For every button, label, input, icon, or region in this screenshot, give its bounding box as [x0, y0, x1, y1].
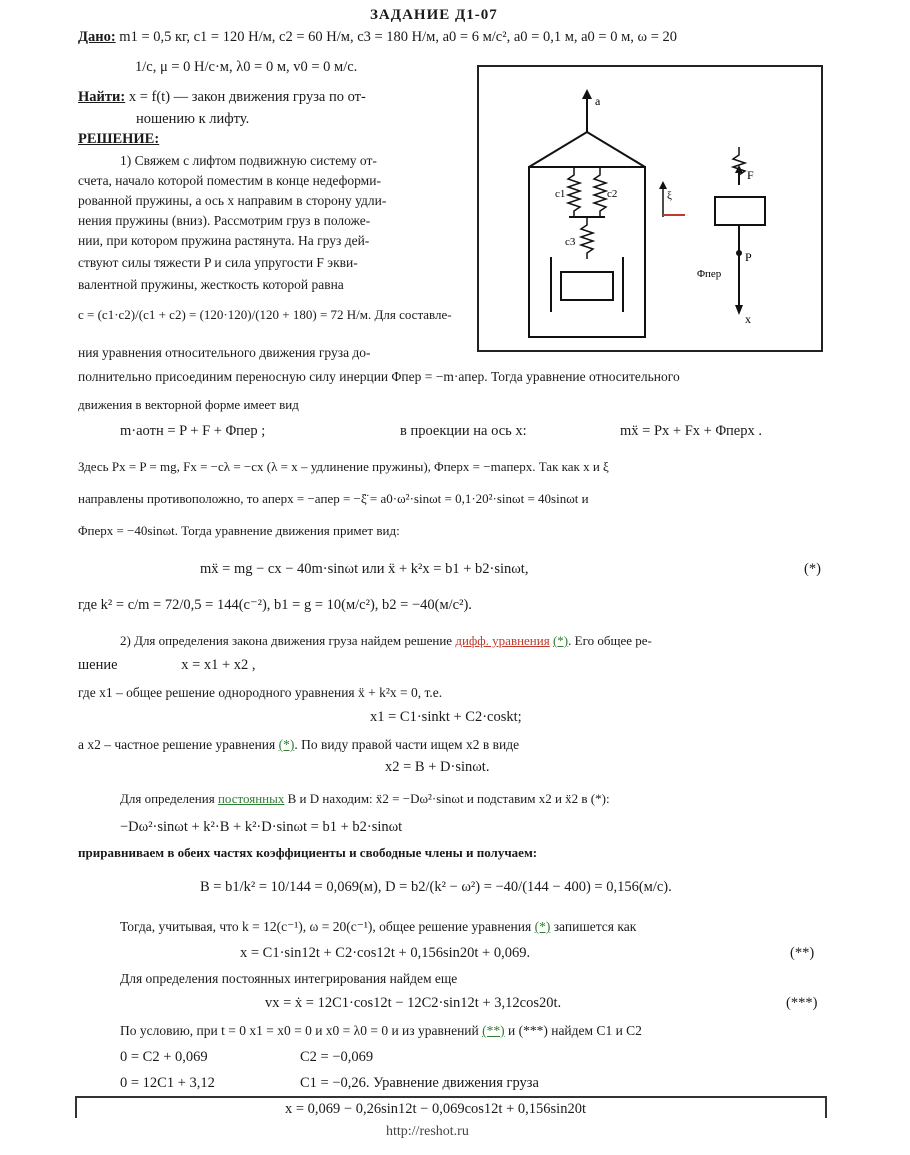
eq-vector: m·aотн = P + F + Φпер ; [120, 423, 266, 439]
given-label: Дано: [78, 29, 116, 45]
label-P: P [745, 250, 752, 264]
label-phi: Φпер [697, 268, 722, 280]
para1-line-9: ния уравнения относительного движения груза до- [78, 345, 371, 360]
eq-proj-label: в проекции на ось x: [400, 423, 527, 439]
label-xi: ξ [667, 190, 672, 202]
para3-pre: 2) Для определения закона движения груза найдем решение [120, 633, 456, 648]
x-arrow-icon [735, 305, 743, 315]
sys2-right: C1 = −0,26. Уравнение движения груза [300, 1075, 539, 1091]
partial-eq: x2 = B + D·sinωt. [385, 759, 490, 775]
para2-line-1: Здесь Px = P = mg, Fx = −cλ = −cx (λ = x – удлинение пружины), Φперx = −maперx. Так как x и ξ [78, 459, 609, 474]
para1-line-1: 1) Свяжем с лифтом подвижную систему от- [120, 153, 377, 168]
sys1-right: C2 = −0,069 [300, 1049, 374, 1065]
homog-eq: x1 = C1·sinkt + C2·coskt; [370, 709, 522, 725]
eq-main-tag: (*) [804, 561, 821, 577]
label-c1: c1 [555, 188, 566, 200]
cond-ref: (**) [482, 1023, 505, 1038]
partial-line [78, 736, 519, 754]
fbd-block [715, 197, 765, 225]
spring-c3 [581, 217, 593, 259]
find-line-2: ношению к лифту. [136, 111, 250, 127]
para1-line-4: нения пружины (вниз). Рассмотрим груз в положе- [78, 213, 371, 228]
given-text-1: m1 = 0,5 кг, c1 = 120 Н/м, c2 = 60 Н/м, c3 = 180 Н/м, a0 = 6 м/с², a0 = 0,1 м, a0 = 0 м, ω = 20 [119, 29, 678, 45]
deriv-text: Для определения постоянных интегрирования найдем еще [120, 971, 458, 986]
xi-arrow-icon [659, 181, 667, 189]
label-c2: c2 [607, 188, 618, 200]
partial-pre: а x2 – частное решение уравнения [78, 737, 279, 752]
label-x: x [745, 312, 751, 326]
deriv-eq: vx = ẋ = 12C1·cos12t − 12C2·sin12t + 3,12cos20t. [265, 995, 562, 1011]
answer-frame-left [75, 1096, 77, 1118]
general-tag: (**) [790, 945, 815, 961]
lift-cabin [529, 167, 645, 337]
lift-roof [529, 132, 645, 167]
para1-line-3: рованной пружины, а ось x направим в сторону удли- [78, 193, 387, 208]
solution-label: РЕШЕНИЕ: [78, 131, 160, 147]
const-line [120, 790, 610, 808]
const-pre: Для определения [120, 791, 218, 806]
cond-line [120, 1022, 642, 1040]
general-ref: (*) [534, 919, 551, 934]
eq-main: mẍ = mg − cx − 40m·sinωt или ẍ + k²x = b1 + b2·sinωt, [200, 561, 529, 577]
spring-c1 [568, 167, 580, 217]
answer-frame-top [75, 1096, 827, 1098]
para1-line-6: ствуют силы тяжести P и сила упругости F экви- [78, 255, 358, 270]
label-a: a [595, 94, 601, 108]
para1-line-7: валентной пружины, жесткость которой равна [78, 277, 344, 292]
partial-post: . По виду правой части ищем x2 в виде [294, 737, 520, 752]
general-pre: Тогда, учитывая, что k = 12(с⁻¹), ω = 20(с⁻¹), общее решение уравнения [120, 919, 535, 934]
label-c3: c3 [565, 236, 576, 248]
para2-line-3: Φперx = −40sinωt. Тогда уравнение движения примет вид: [78, 523, 400, 538]
para1-line-10: полнительно присоединим переносную силу инерции Φпер = −m·aпер. Тогда уравнение относительного [78, 369, 680, 384]
general-line [120, 918, 636, 936]
figure-box [477, 65, 823, 352]
homog-text: где x1 – общее решение однородного уравнения ẍ + k²x = 0, т.е. [78, 685, 443, 700]
para3-line-2 [78, 656, 256, 674]
source-url: http://reshot.ru [386, 1124, 469, 1139]
para1-line-5: нии, при котором пружина растянута. На груз дей- [78, 233, 370, 248]
bd-eq: B = b1/k² = 10/144 = 0,069(м), D = b2/(k² − ω²) = −40/(144 − 400) = 0,156(м/с). [200, 879, 672, 895]
const-ref: постоянных [217, 791, 285, 806]
cond-post: и (***) найдем C1 и C2 [504, 1023, 642, 1038]
label-F: F [747, 168, 754, 182]
arrow-a-icon [582, 89, 592, 99]
eq-coeffs: где k² = c/m = 72/0,5 = 144(с⁻²), b1 = g = 10(м/с²), b2 = −40(м/с²). [78, 597, 472, 613]
para3-line2-label: шение [78, 657, 118, 673]
deriv-tag: (***) [786, 995, 818, 1011]
para3-post: . Его общее ре- [568, 633, 652, 648]
subst-eq: −Dω²·sinωt + k²·B + k²·D·sinωt = b1 + b2·sinωt [120, 819, 403, 835]
answer-frame-right [825, 1096, 827, 1118]
mass-block [561, 272, 613, 300]
find-text-1: x = f(t) — закон движения груза по от- [128, 89, 366, 105]
cond-pre: По условию, при t = 0 x1 = x0 = 0 и x0 = λ0 = 0 и из уравнений [120, 1023, 483, 1038]
given-line-2: 1/с, μ = 0 Н/с·м, λ0 = 0 м, v0 = 0 м/с. [135, 59, 358, 75]
partial-ref: (*) [278, 737, 295, 752]
p-arrow-dot [736, 250, 742, 256]
given-line-1 [78, 28, 677, 46]
const-post: B и D находим: ẍ2 = −Dω²·sinωt и подставим x2 и ẍ2 в (*): [284, 791, 610, 806]
para3-ref: (*) [552, 633, 569, 648]
page-title: ЗАДАНИЕ Д1-07 [370, 7, 498, 23]
para3-line2-eq: x = x1 + x2 , [181, 657, 256, 673]
para1-line-2: счета, начало которой поместим в конце недеформи- [78, 173, 381, 188]
para2-line-2: направлены противоположно, то aперx = −aпер = −ξ̈ = a0·ω²·sinωt = 0,1·20²·sinωt = 40sinωt и [78, 491, 589, 506]
equate-text: приравниваем в обеих частях коэффициенты и свободные члены и получаем: [78, 845, 538, 860]
eq-proj: mẍ = Px + Fx + Φперx . [620, 423, 762, 439]
find-line-1 [78, 88, 366, 106]
para1-line-11: движения в векторной форме имеет вид [78, 397, 299, 412]
sys2-left: 0 = 12C1 + 3,12 [120, 1075, 215, 1091]
general-post: запишется как [550, 919, 637, 934]
sys1-left: 0 = C2 + 0,069 [120, 1049, 208, 1065]
answer-eq: x = 0,069 − 0,26sin12t − 0,069cos12t + 0,156sin20t [285, 1101, 586, 1117]
spring-c2 [594, 167, 606, 217]
general-eq: x = C1·sin12t + C2·cos12t + 0,156sin20t + 0,069. [240, 945, 531, 961]
mechanism-diagram [479, 67, 821, 350]
para3-line-1 [120, 632, 652, 650]
find-label: Найти: [78, 89, 126, 105]
para1-line-8: c = (c1·c2)/(c1 + c2) = (120·120)/(120 + 180) = 72 Н/м. Для составле- [78, 307, 452, 322]
para3-red: дифф. уравнения [455, 633, 550, 648]
